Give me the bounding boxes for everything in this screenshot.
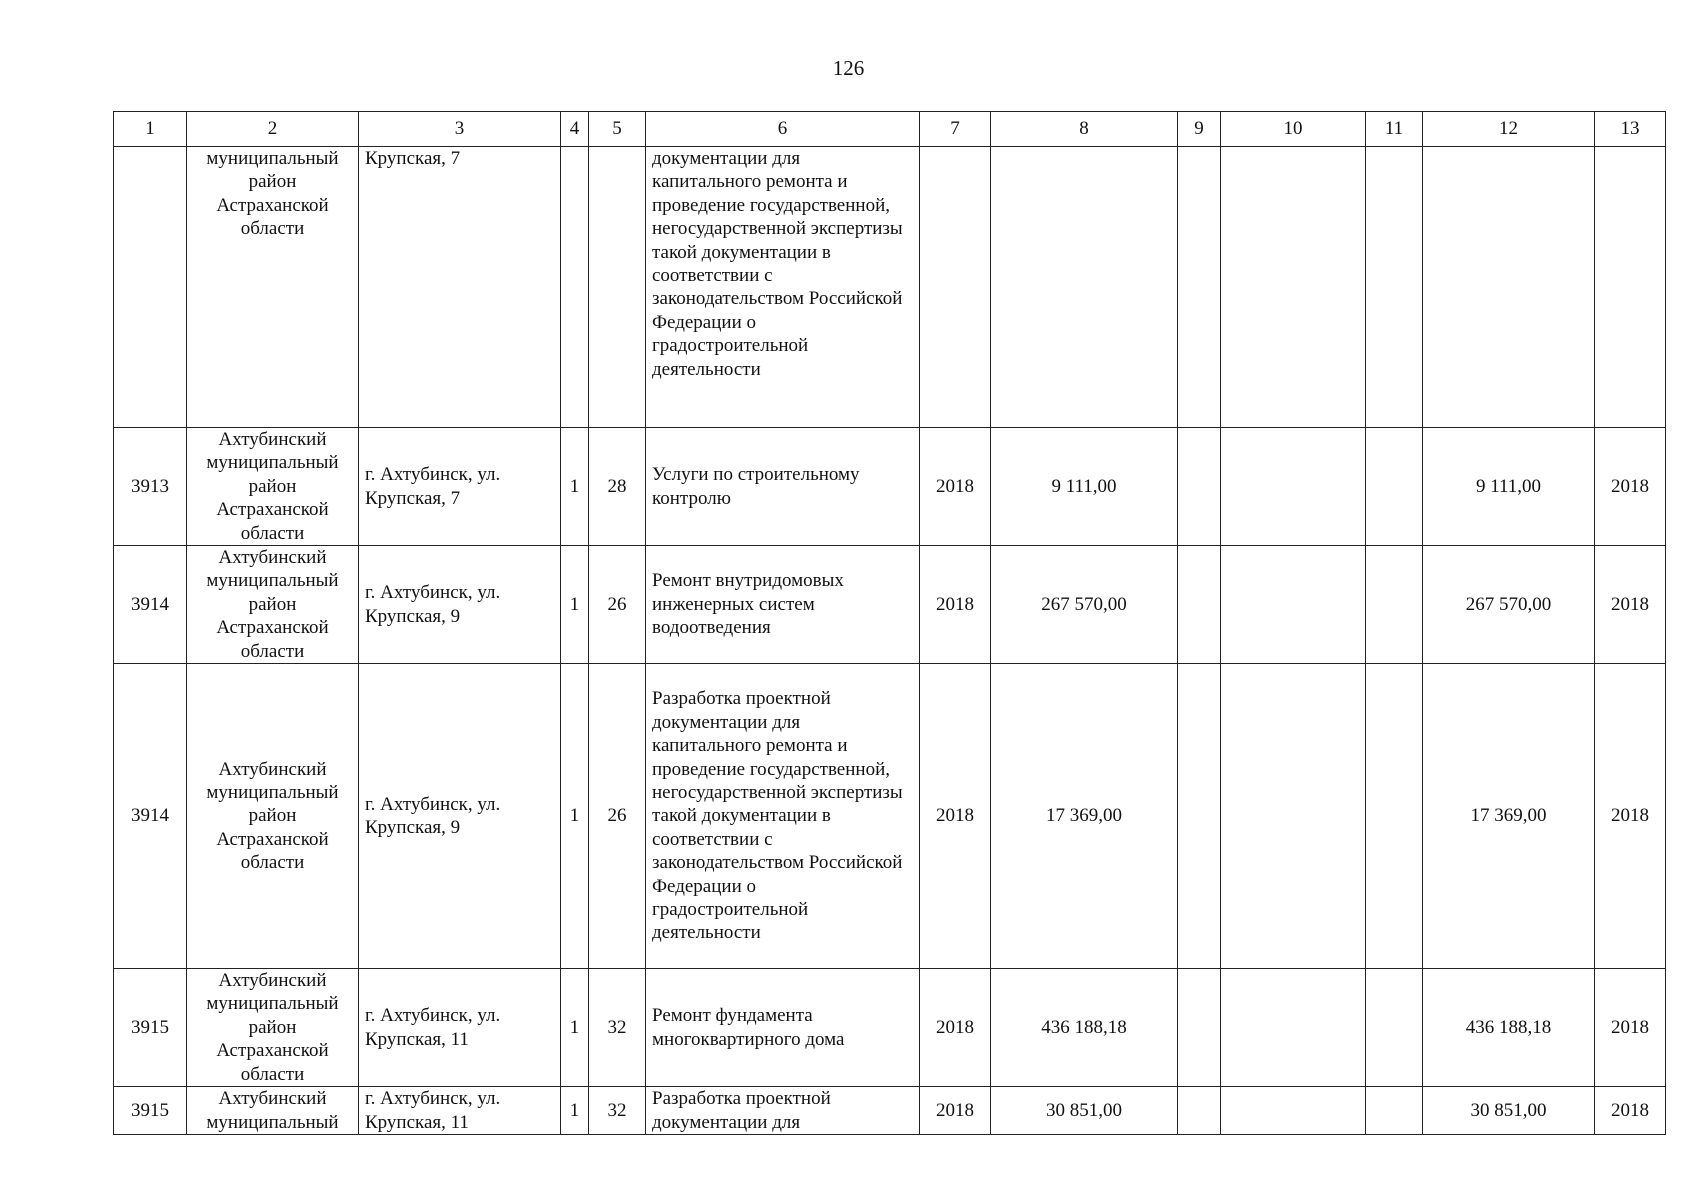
column-number-header-row: [114, 112, 1666, 147]
table-cell-year: 2018: [920, 546, 991, 664]
table-cell-col5: 26: [589, 546, 646, 664]
table-cell-amount-total: 436 188,18: [1423, 969, 1595, 1087]
table-row: [114, 969, 1666, 1087]
table-cell-amount-total: 17 369,00: [1423, 664, 1595, 969]
table-cell: [561, 147, 589, 428]
column-header: 13: [1595, 112, 1666, 147]
table-cell-col10: [1221, 664, 1366, 969]
table-cell-col4: 1: [561, 546, 589, 664]
table-cell-year-end: 2018: [1595, 969, 1666, 1087]
table-cell-col5: 32: [589, 1087, 646, 1135]
table-cell-id: 3914: [114, 664, 187, 969]
column-header: 6: [646, 112, 920, 147]
table-row: [114, 664, 1666, 969]
table-cell-col9: [1178, 969, 1221, 1087]
column-header: 8: [991, 112, 1178, 147]
table-cell: [1423, 147, 1595, 428]
table-cell-year: 2018: [920, 428, 991, 546]
table-cell-col11: [1366, 664, 1423, 969]
table-cell-amount-total: 9 111,00: [1423, 428, 1595, 546]
table-cell-col11: [1366, 1087, 1423, 1135]
table-cell-col5: 28: [589, 428, 646, 546]
table-cell-col4: 1: [561, 969, 589, 1087]
table-cell-amount: 267 570,00: [991, 546, 1178, 664]
table-cell-col10: [1221, 546, 1366, 664]
table-cell-col4: 1: [561, 664, 589, 969]
table-cell-address: Крупская, 7: [359, 147, 561, 428]
table-cell-year-end: 2018: [1595, 664, 1666, 969]
table-cell-address: г. Ахтубинск, ул. Крупская, 7: [359, 428, 561, 546]
table-cell-year: 2018: [920, 969, 991, 1087]
table-cell-district: Ахтубинский муниципальный район Астраханской области: [187, 664, 359, 969]
column-header: 2: [187, 112, 359, 147]
table-cell-col11: [1366, 428, 1423, 546]
column-header: 7: [920, 112, 991, 147]
column-header: 5: [589, 112, 646, 147]
table-row: [114, 1087, 1666, 1135]
table-cell-id: 3913: [114, 428, 187, 546]
table-row: [114, 546, 1666, 664]
program-table: [113, 111, 1666, 1135]
table-cell-work-type: Ремонт внутридомовых инженерных систем водоотведения: [646, 546, 920, 664]
table-cell-col11: [1366, 546, 1423, 664]
table-cell: [1221, 147, 1366, 428]
table-cell-col10: [1221, 969, 1366, 1087]
table-cell-district: Ахтубинский муниципальный район Астраханской области: [187, 546, 359, 664]
table-cell: [920, 147, 991, 428]
table-cell-work-type: документации для капитального ремонта и проведение государственной, негосударственной экспертизы такой документации в соответствии с законодательством Российской Федерации о градостроительной деятельности: [646, 147, 920, 428]
table-cell-id: 3914: [114, 546, 187, 664]
table-cell-address: г. Ахтубинск, ул. Крупская, 9: [359, 664, 561, 969]
table-cell-id: 3915: [114, 969, 187, 1087]
table-cell-col4: 1: [561, 1087, 589, 1135]
table-cell-work-type: Разработка проектной документации для капитального ремонта и проведение государственной, негосударственной экспертизы такой документации в соответствии с законодательством Российской Федерации о градостроительной деятельности: [646, 664, 920, 969]
table-cell: [114, 147, 187, 428]
table-cell-col9: [1178, 546, 1221, 664]
table-row: [114, 428, 1666, 546]
table-cell-district: Ахтубинский муниципальный: [187, 1087, 359, 1135]
table-cell-year-end: 2018: [1595, 546, 1666, 664]
table-cell: [991, 147, 1178, 428]
table-cell-address: г. Ахтубинск, ул. Крупская, 11: [359, 969, 561, 1087]
table-cell-year-end: 2018: [1595, 1087, 1666, 1135]
column-header: 10: [1221, 112, 1366, 147]
table-cell-amount: 30 851,00: [991, 1087, 1178, 1135]
table-cell-year-end: 2018: [1595, 428, 1666, 546]
column-header: 9: [1178, 112, 1221, 147]
table-cell: [589, 147, 646, 428]
table-cell-col4: 1: [561, 428, 589, 546]
table-cell-district: Ахтубинский муниципальный район Астраханской области: [187, 969, 359, 1087]
table-cell-district: муниципальный район Астраханской области: [187, 147, 359, 428]
table-cell-col9: [1178, 1087, 1221, 1135]
table-cell-year: 2018: [920, 664, 991, 969]
table-cell-work-type: Услуги по строительному контролю: [646, 428, 920, 546]
page-number: 126: [832, 56, 865, 80]
table-cell-col9: [1178, 664, 1221, 969]
table-cell-year: 2018: [920, 1087, 991, 1135]
column-header: 12: [1423, 112, 1595, 147]
table-cell-col5: 32: [589, 969, 646, 1087]
table-row-continuation: [114, 147, 1666, 428]
table-cell-address: г. Ахтубинск, ул. Крупская, 11: [359, 1087, 561, 1135]
column-header: 4: [561, 112, 589, 147]
table-cell-address: г. Ахтубинск, ул. Крупская, 9: [359, 546, 561, 664]
table-cell: [1366, 147, 1423, 428]
table-cell-district: Ахтубинский муниципальный район Астраханской области: [187, 428, 359, 546]
table-cell-amount: 436 188,18: [991, 969, 1178, 1087]
column-header: 1: [114, 112, 187, 147]
table-cell-amount: 9 111,00: [991, 428, 1178, 546]
table-cell: [1178, 147, 1221, 428]
table-cell-col5: 26: [589, 664, 646, 969]
table-cell-id: 3915: [114, 1087, 187, 1135]
table-cell-col9: [1178, 428, 1221, 546]
table-cell-amount-total: 267 570,00: [1423, 546, 1595, 664]
table-cell-col11: [1366, 969, 1423, 1087]
table-cell-amount-total: 30 851,00: [1423, 1087, 1595, 1135]
table-cell-work-type: Разработка проектной документации для: [646, 1087, 920, 1135]
table-cell-col10: [1221, 1087, 1366, 1135]
column-header: 3: [359, 112, 561, 147]
table-cell-amount: 17 369,00: [991, 664, 1178, 969]
table-cell-work-type: Ремонт фундамента многоквартирного дома: [646, 969, 920, 1087]
column-header: 11: [1366, 112, 1423, 147]
table-cell-col10: [1221, 428, 1366, 546]
table-cell: [1595, 147, 1666, 428]
